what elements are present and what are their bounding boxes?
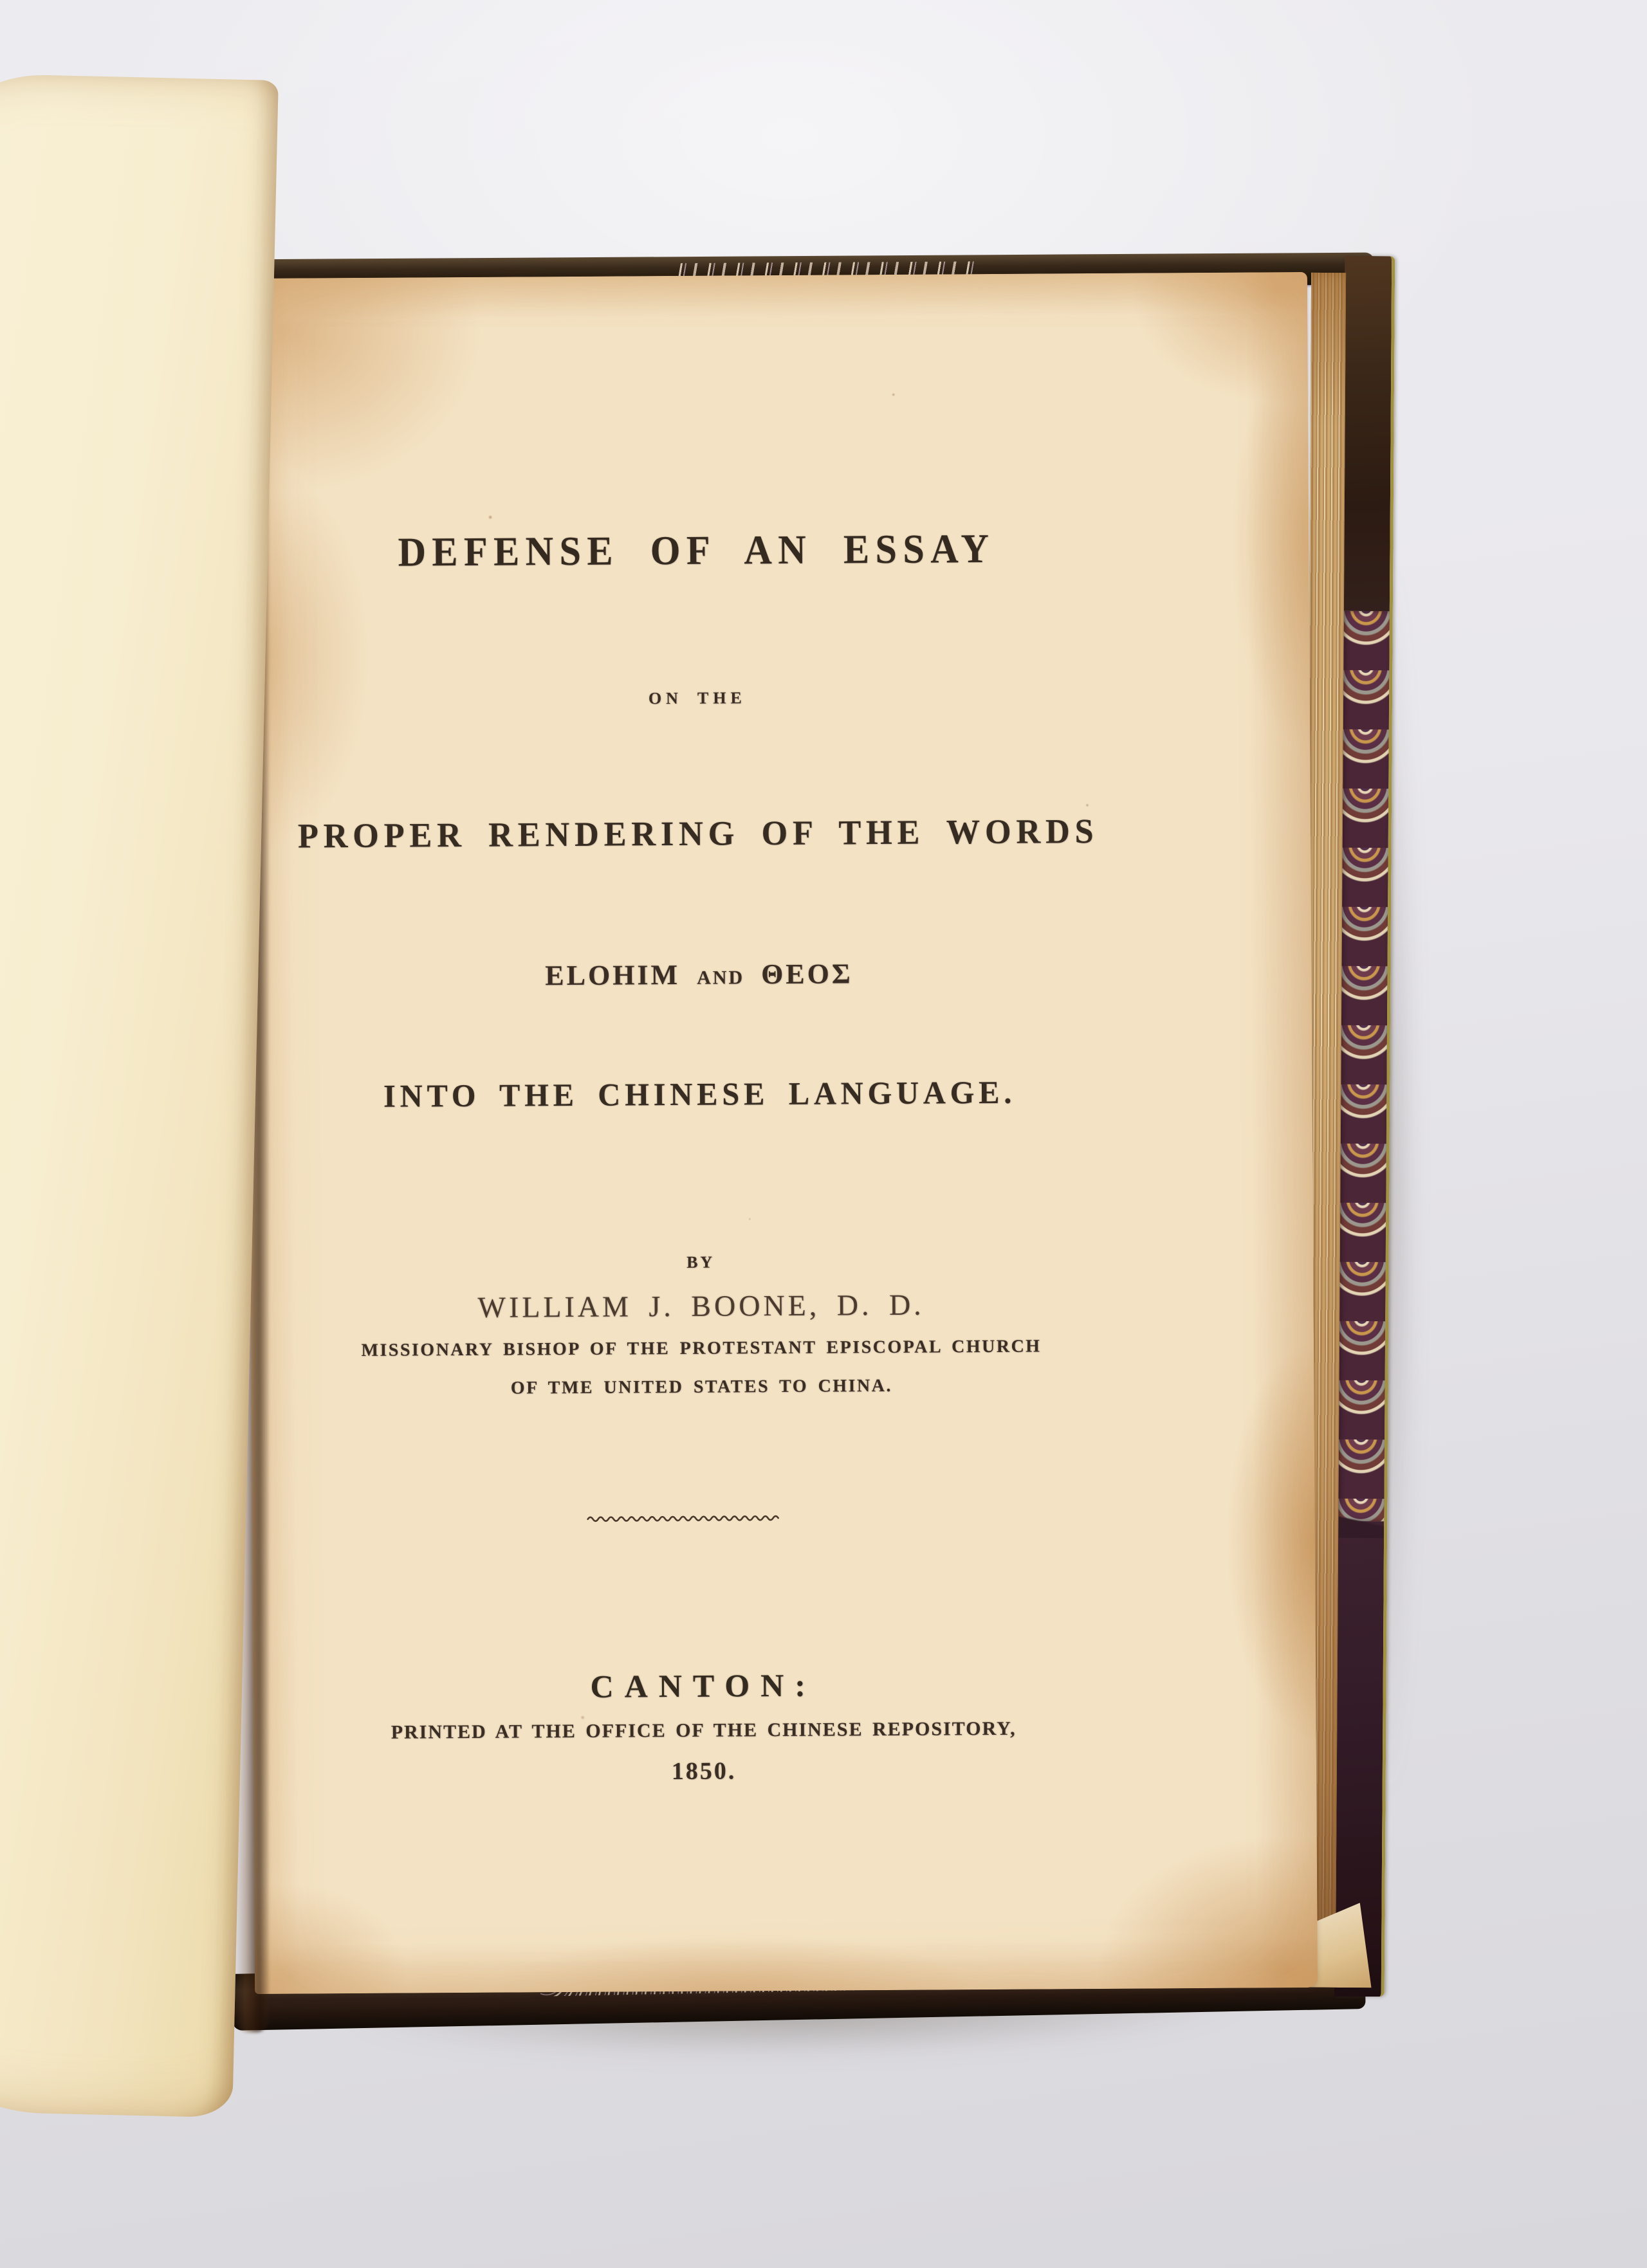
word-and: AND (697, 967, 745, 989)
book-subtitle: PROPER RENDERING OF THE WORDS (297, 811, 1099, 855)
wavy-rule-ornament (587, 1514, 782, 1523)
author-name: WILLIAM J. BOONE, D. D. (477, 1288, 925, 1324)
leather-corner-top (1343, 256, 1392, 611)
imprint-publisher: PRINTED AT THE OFFICE OF THE CHINESE REPOSITORY, (391, 1717, 1017, 1743)
imprint-city: CANTON: (590, 1667, 817, 1705)
marbled-paper (1337, 611, 1390, 1521)
word-elohim: ELOHIM (545, 958, 681, 992)
book-title: DEFENSE OF AN ESSAY (398, 525, 995, 575)
language-line: INTO THE CHINESE LANGUAGE. (383, 1074, 1017, 1114)
imprint-year: 1850. (671, 1757, 737, 1786)
author-title-line-1: MISSIONARY BISHOP OF THE PROTESTANT EPISCOPAL CHURCH (361, 1336, 1042, 1360)
word-theos: ΘΕΟΣ (760, 958, 853, 991)
title-connector: ON THE (648, 688, 746, 708)
title-page (244, 272, 1318, 1994)
words-line (248, 958, 1149, 992)
title-page-text-block (244, 273, 1155, 1995)
left-blank-leaf (0, 72, 279, 2118)
leather-marble-join (1337, 1504, 1384, 1538)
byline-label: BY (686, 1252, 715, 1272)
author-title-line-2: OF TME UNITED STATES TO CHINA. (510, 1375, 893, 1398)
